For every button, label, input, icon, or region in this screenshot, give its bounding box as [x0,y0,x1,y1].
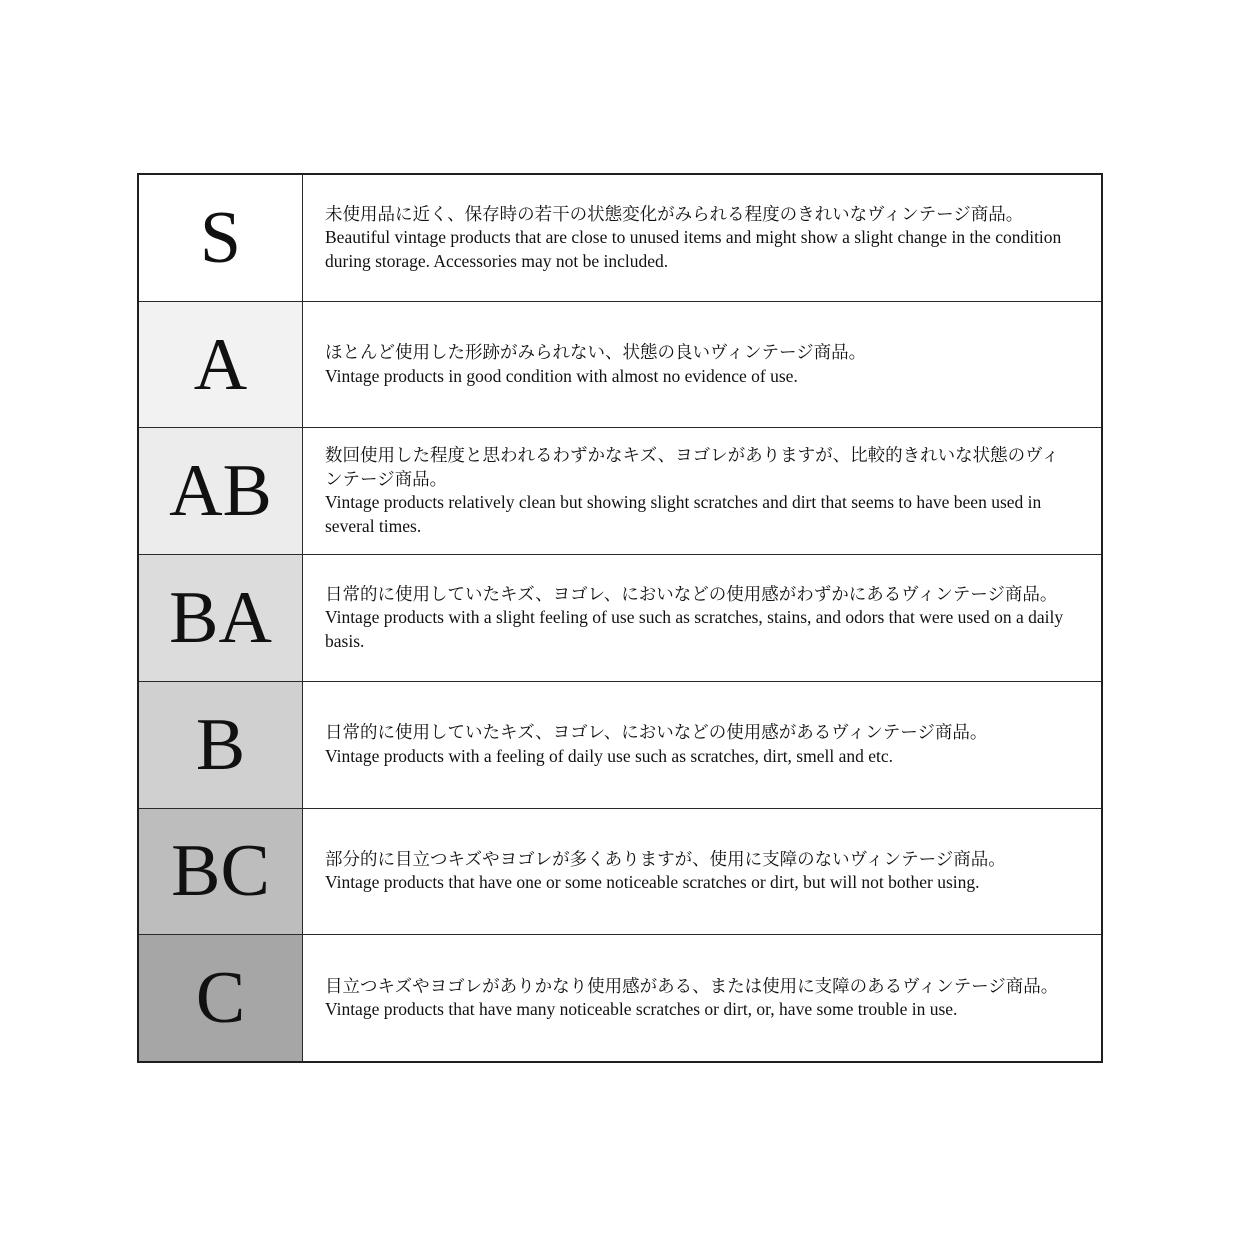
description-english: Vintage products in good condition with almost no evidence of use. [325,365,798,386]
condition-grade-table [137,173,1103,1063]
description-japanese: 未使用品に近く、保存時の若干の状態変化がみられる程度のきれいなヴィンテージ商品。 [325,203,1024,224]
table-row-a [139,301,1101,428]
description-english: Vintage products relatively clean but showing slight scratches and dirt that seems to have been used in several times. [325,492,1042,536]
description-japanese: 部分的に目立つキズやヨゴレが多くありますが、使用に支障のないヴィンテージ商品。 [325,848,1006,869]
description-japanese: ほとんど使用した形跡がみられない、状態の良いヴィンテージ商品。 [325,342,867,363]
description-english: Beautiful vintage products that are close to unused items and might show a slight change in the condition during storage. Accessories may not be included. [325,227,1062,271]
description-cell [303,175,1101,301]
description-english: Vintage products that have many noticeable scratches or dirt, or, have some trouble in use. [325,999,958,1020]
grade-cell: B [139,682,303,808]
grade-cell: AB [139,428,303,554]
description-japanese: 目立つキズやヨゴレがありかなり使用感がある、または使用に支障のあるヴィンテージ商品。 [325,975,1059,996]
table-row-s [139,175,1101,301]
table-row-b [139,681,1101,808]
description-english: Vintage products that have one or some noticeable scratches or dirt, but will not bother using. [325,872,980,893]
description-english: Vintage products with a feeling of daily use such as scratches, dirt, smell and etc. [325,745,894,766]
grade-cell: BA [139,555,303,681]
grade-cell: A [139,302,303,428]
table-row-ab [139,427,1101,554]
grade-cell: S [139,175,303,301]
description-japanese: 日常的に使用していたキズ、ヨゴレ、においなどの使用感があるヴィンテージ商品。 [325,722,988,743]
description-japanese: 数回使用した程度と思われるわずかなキズ、ヨゴレがありますが、比較的きれいな状態のヴィンテージ商品。 [325,445,1060,489]
grade-cell: BC [139,809,303,935]
table-row-bc [139,808,1101,935]
table-row-c [139,934,1101,1061]
description-cell [303,682,1101,808]
description-cell [303,809,1101,935]
grade-cell: C [139,935,303,1061]
description-cell [303,428,1101,554]
description-cell [303,935,1101,1061]
table-row-ba [139,554,1101,681]
description-japanese: 日常的に使用していたキズ、ヨゴレ、においなどの使用感がわずかにあるヴィンテージ商品。 [325,583,1058,604]
description-cell [303,302,1101,428]
description-cell [303,555,1101,681]
description-english: Vintage products with a slight feeling of use such as scratches, stains, and odors that were used on a daily basis. [325,607,1064,651]
